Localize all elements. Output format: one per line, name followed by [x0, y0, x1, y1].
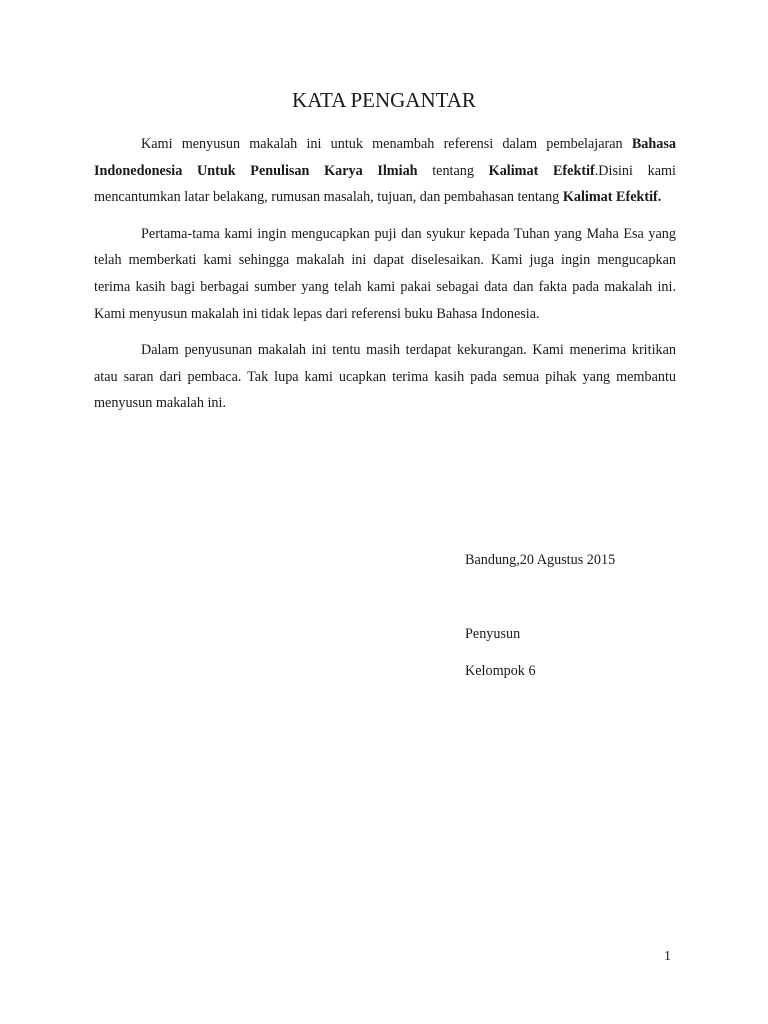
paragraph-1-bold-topic-end: Kalimat Efektif. [562, 189, 662, 206]
paragraph-2: Pertama-tama kami ingin mengucapkan puji dan syukur kepada Tuhan yang Maha Esa yang telah memberkati kami sehingga makalah ini dapat diselesaikan. Kami juga ingin mengucapkan terima kasih bagi berbagai sumber yang telah kami pakai sebagai data dan fakta pada makalah ini. Kami menyusun makalah ini tidak lepas dari referensi buku Bahasa Indonesia. [94, 225, 676, 322]
paragraph-1-text-a: Kami menyusun makalah ini untuk menambah referensi dalam pembelajaran [141, 136, 632, 152]
page-title: KATA PENGANTAR [292, 88, 476, 112]
page-number: 1 [664, 949, 671, 964]
paragraph-3: Dalam penyusunan makalah ini tentu masih terdapat kekurangan. Kami menerima kritikan atau saran dari pembaca. Tak lupa kami ucapkan terima kasih pada semua pihak yang membantu menyusun makalah ini. [94, 342, 676, 412]
paragraph-1-bold-topic: Kalimat Efektif [488, 162, 595, 179]
paragraph-1-text-c: .Disini kami mencantumkan latar belakang, rumusan masalah, tujuan, dan pembahasan tentang [94, 162, 676, 206]
paragraph-1 [94, 131, 676, 211]
signature-group: Kelompok 6 [465, 663, 536, 679]
body-text [94, 131, 676, 427]
signature-role: Penyusun [465, 626, 521, 642]
signature-place-date: Bandung,20 Agustus 2015 [465, 552, 616, 568]
paragraph-1-bold-subject: Bahasa Indonedonesia Untuk Penulisan Karya Ilmiah [94, 136, 676, 179]
paragraph-1-text-b: tentang [417, 162, 489, 179]
